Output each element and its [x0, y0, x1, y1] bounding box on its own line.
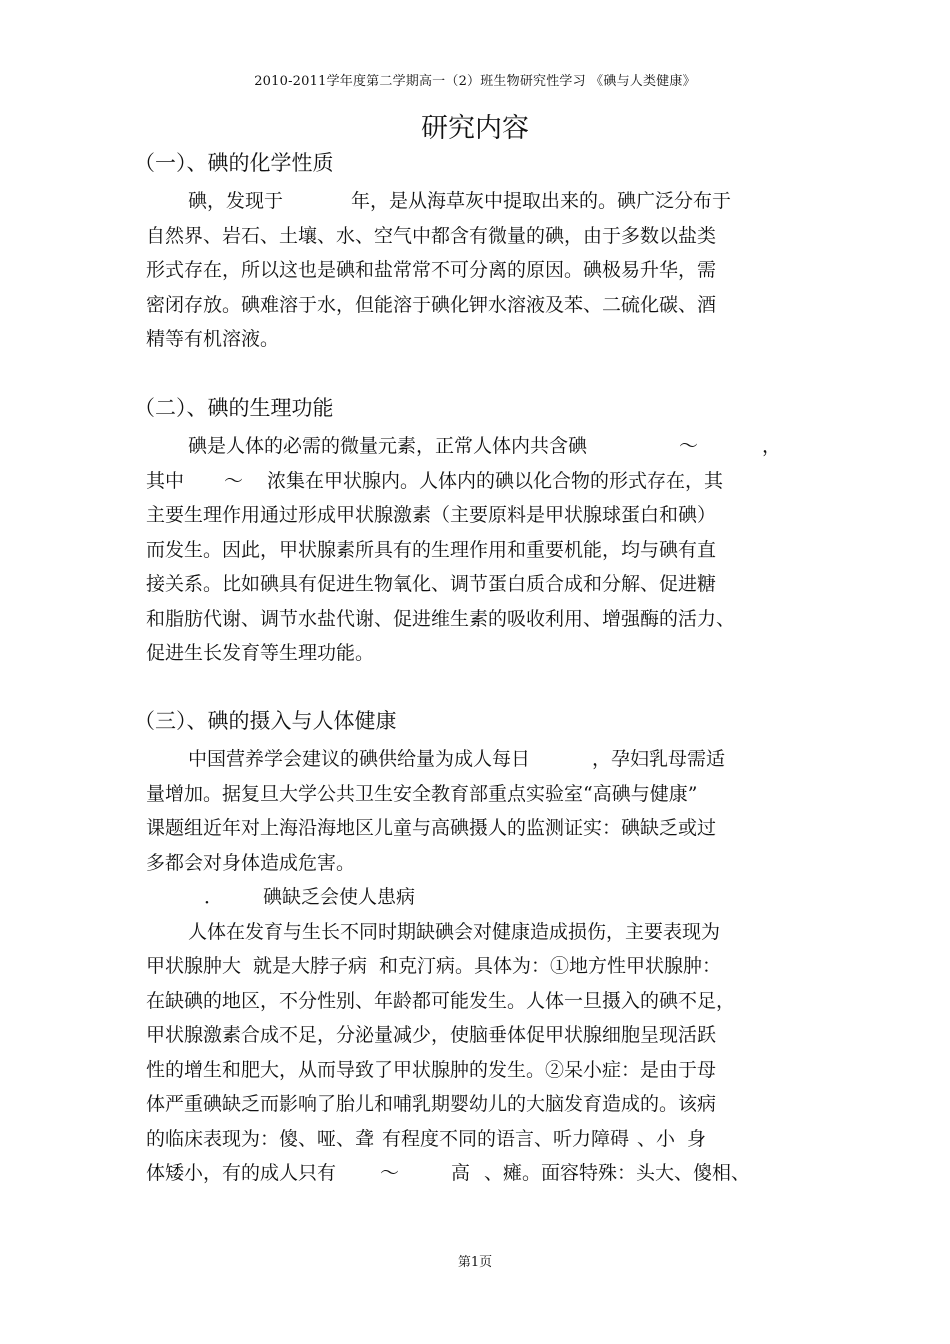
section-heading: （二）、碘的生理功能	[134, 396, 334, 420]
section-3	[134, 706, 814, 1191]
text-line: 在缺碘的地区，不分性别、年龄都可能发生。人体一旦摄入的碘不足，	[146, 989, 736, 1012]
section-heading: （三）、碘的摄入与人体健康	[134, 709, 397, 733]
text-line: 性的增生和肥大，从而导致了甲状腺肿的发生。②呆小症：是由于母	[146, 1058, 717, 1081]
section-2	[134, 393, 814, 671]
text-run: 身	[687, 1127, 707, 1150]
text-run: 就是大脖子病	[253, 955, 368, 977]
section-heading: （一）、碘的化学性质	[134, 151, 334, 175]
text-run: 年，是从海草灰中提取出来的。碘广泛分布于	[351, 190, 732, 212]
text-line	[146, 429, 814, 464]
text-line	[146, 1156, 814, 1191]
text-line: 和脂肪代谢、调节水盐代谢、促进维生素的吸收利用、增强酶的活力、	[146, 607, 736, 630]
text-line: 促进生长发育等生理功能。	[146, 642, 375, 664]
text-line: 自然界、岩石、土壤、水、空气中都含有微量的碘，由于多数以盐类	[146, 224, 717, 247]
text-line	[146, 184, 814, 219]
text-run: ～	[679, 435, 699, 457]
subheading	[146, 880, 814, 915]
text-run: 有程度不同的语言、听力障碍	[382, 1127, 630, 1150]
text-line: 多都会对身体造成危害。	[146, 851, 356, 874]
text-line	[146, 464, 814, 499]
section-body	[146, 742, 814, 1191]
text-line	[146, 742, 814, 777]
text-run: ，	[762, 435, 782, 457]
text-run: 甲状腺肿大	[146, 955, 242, 977]
text-run: ．	[204, 886, 224, 908]
page-title: 研究内容	[421, 113, 529, 144]
text-run: 和克汀病。具体为：①地方性甲状腺肿：	[379, 955, 722, 977]
text-line	[146, 1122, 814, 1157]
text-line: 量增加。据复旦大学公共卫生安全教育部重点实验室“高碘与健康”	[146, 782, 698, 805]
text-line: 主要生理作用通过形成甲状腺激素（主要原料是甲状腺球蛋白和碘）	[146, 504, 717, 526]
text-run: 碘缺乏会使人患病	[263, 886, 416, 908]
text-run: 碘是人体的必需的微量元素，正常人体内共含碘	[188, 435, 588, 457]
text-run: 、小	[637, 1127, 676, 1150]
text-line	[146, 949, 814, 984]
text-run: 高	[451, 1162, 471, 1184]
section-body	[146, 429, 814, 671]
page-header: 2010-2011学年度第二学期高一（2）班生物研究性学习 《碘与人类健康》	[254, 74, 696, 89]
text-line: 精等有机溶液。	[146, 328, 280, 350]
text-run: 体矮小，有的成人只有	[146, 1162, 337, 1184]
section-body	[146, 184, 814, 357]
text-run: ～	[380, 1162, 400, 1184]
section-1	[134, 148, 814, 357]
text-run: 浓集在甲状腺内。人体内的碘以化合物的形式存在，其	[267, 469, 724, 492]
text-run: ，孕妇乳母需适	[592, 748, 726, 770]
text-run: 碘，发现于	[188, 190, 284, 212]
text-line: 人体在发育与生长不同时期缺碘会对健康造成损伤，主要表现为	[188, 920, 721, 943]
text-run: 的临床表现为：傻、哑、聋	[146, 1127, 375, 1150]
text-line: 而发生。因此，甲状腺素所具有的生理作用和重要机能，均与碘有直	[146, 538, 717, 561]
text-line: 课题组近年对上海沿海地区儿童与高碘摄人的监测证实：碘缺乏或过	[146, 817, 717, 839]
text-line: 甲状腺激素合成不足，分泌量减少，使脑垂体促甲状腺细胞呈现活跃	[146, 1024, 717, 1046]
text-line: 接关系。比如碘具有促进生物氧化、调节蛋白质合成和分解、促进糖	[146, 573, 717, 595]
page-number: 第1页	[457, 1255, 493, 1270]
text-line: 形式存在，所以这也是碘和盐常常不可分离的原因。碘极易升华，需	[146, 259, 717, 281]
text-line: 体严重碘缺乏而影响了胎儿和哺乳期婴幼儿的大脑发育造成的。该病	[146, 1093, 717, 1115]
text-line: 密闭存放。碘难溶于水，但能溶于碘化钾水溶液及苯、二硫化碳、酒	[146, 293, 717, 316]
text-run: 中国营养学会建议的碘供给量为成人每日	[188, 748, 531, 770]
text-run: 、瘫。面容特殊：头大、傻相、	[484, 1162, 751, 1184]
text-run: ～	[224, 469, 244, 492]
text-run: 其中	[146, 469, 185, 492]
